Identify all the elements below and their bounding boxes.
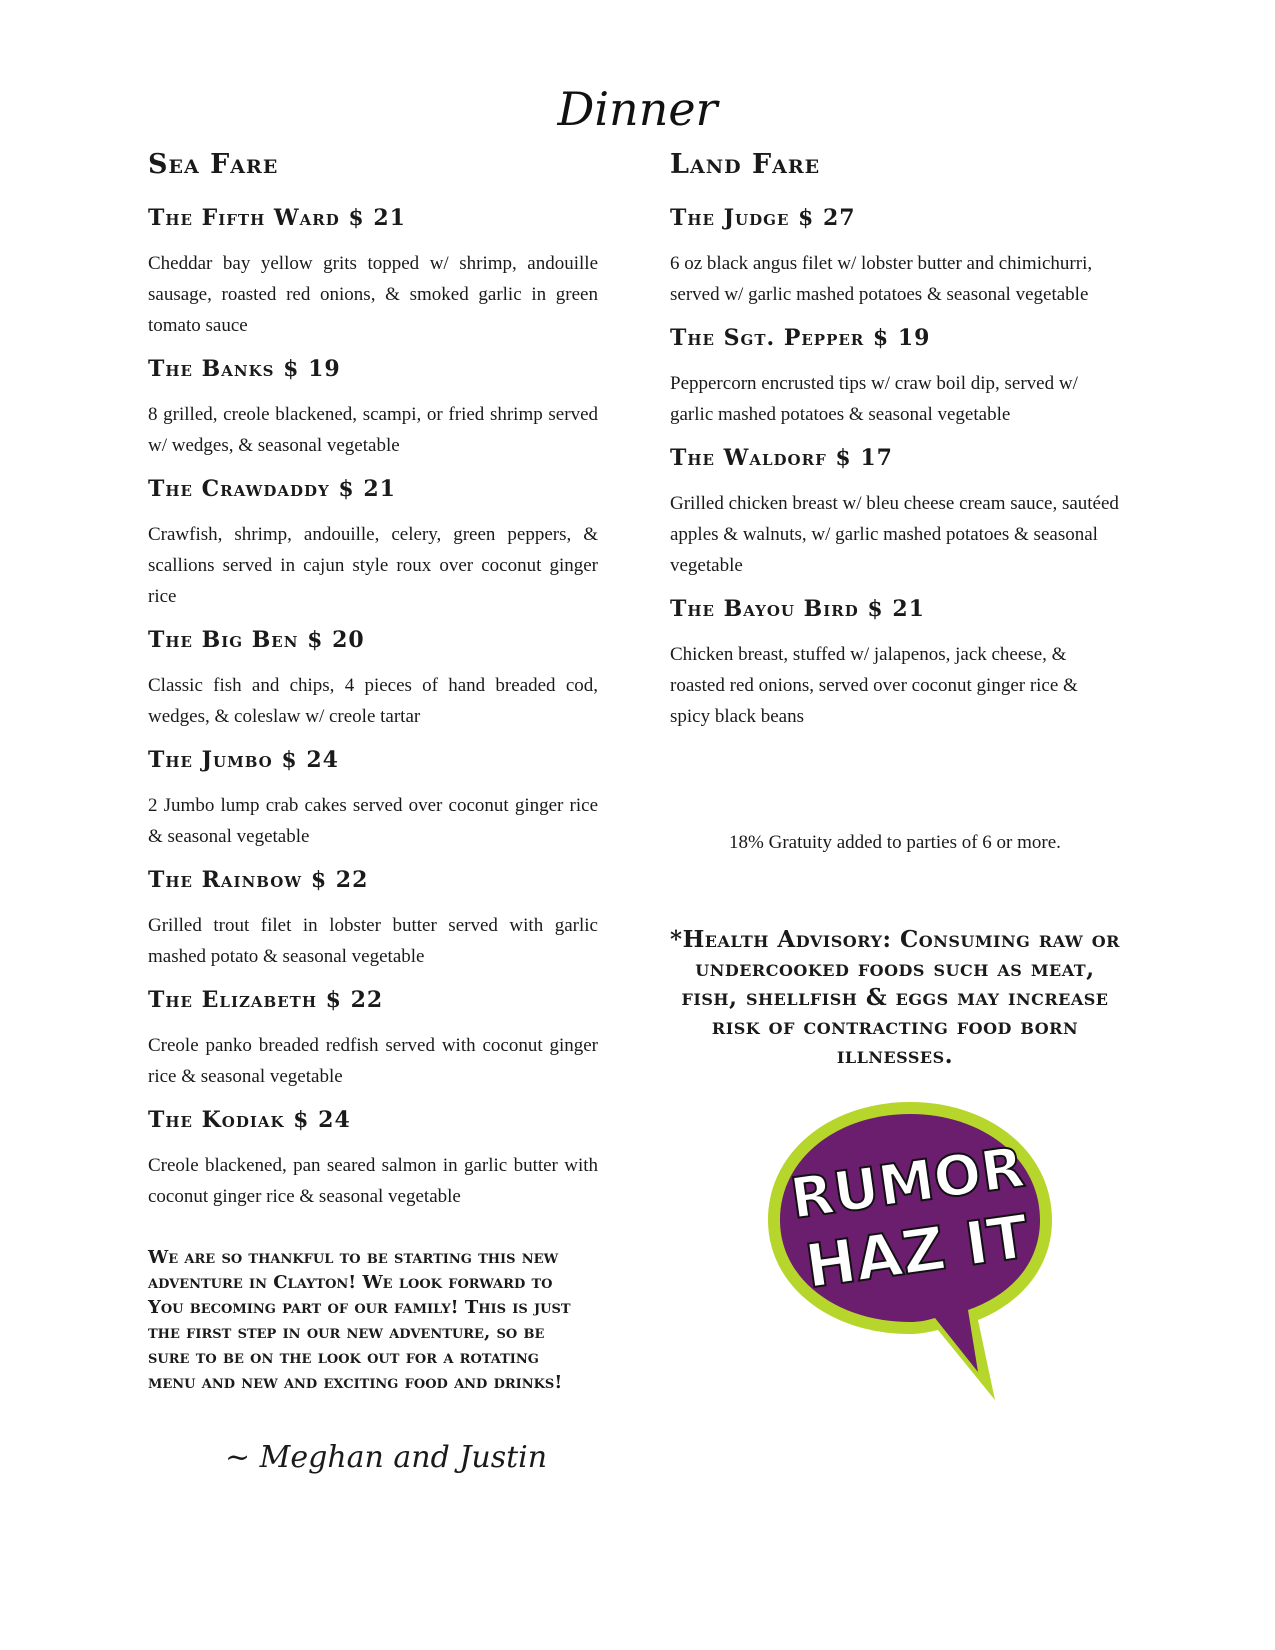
land-fare-section — [670, 148, 1120, 744]
menu-item-description: Grilled trout filet in lobster butter served with garlic mashed potato & seasonal vegetable — [148, 915, 598, 967]
menu-item-description: Creole blackened, pan seared salmon in garlic butter with coconut ginger rice & seasonal vegetable — [148, 1155, 598, 1207]
menu-item — [670, 442, 1120, 581]
menu-item-name: The Judge $ 27 — [670, 205, 856, 231]
logo-text-haz-it: HAZ IT — [801, 1201, 1034, 1303]
menu-item-name: The Rainbow $ 22 — [148, 867, 369, 893]
menu-item — [148, 864, 598, 972]
closing-note: We are so thankful to be starting this new adventure in Clayton! We look forward to You becoming part of our family! This is just the first step in our new adventure, so be sure to be on the look out for a rotating menu and new and exciting food and drinks! — [148, 1247, 571, 1393]
menu-item — [148, 202, 598, 341]
menu-item-name: The Elizabeth $ 22 — [148, 987, 384, 1013]
menu-item — [670, 202, 1120, 310]
menu-item-description: Cheddar bay yellow grits topped w/ shrimp, andouille sausage, roasted red onions, & smoked garlic in green tomato sauce — [148, 253, 598, 336]
section-heading: Land Fare — [670, 149, 821, 180]
menu-item-description: 6 oz black angus filet w/ lobster butter and chimichurri, served w/ garlic mashed potatoes & seasonal vegetable — [670, 253, 1093, 305]
menu-item-description: Grilled chicken breast w/ bleu cheese cream sauce, sautéed apples & walnuts, w/ garlic mashed potatoes & seasonal vegetable — [670, 493, 1119, 576]
menu-item — [670, 322, 1120, 430]
menu-item-name: The Crawdaddy $ 21 — [148, 476, 396, 502]
menu-item-name: The Kodiak $ 24 — [148, 1107, 351, 1133]
menu-item — [148, 473, 598, 612]
signature: ~ Meghan and Justin — [225, 1440, 548, 1475]
menu-item — [148, 984, 598, 1092]
menu-item-description: 2 Jumbo lump crab cakes served over coconut ginger rice & seasonal vegetable — [148, 795, 598, 847]
menu-item-description: Crawfish, shrimp, andouille, celery, green peppers, & scallions served in cajun style roux over coconut ginger rice — [148, 524, 598, 607]
health-advisory: *Health Advisory: Consuming raw or undercooked foods such as meat, fish, shellfish & eggs may increase risk of contracting food born illnesses. — [670, 926, 1120, 1069]
menu-item-name: The Waldorf $ 17 — [670, 445, 893, 471]
menu-item-description: 8 grilled, creole blackened, scampi, or fried shrimp served w/ wedges, & seasonal vegetable — [148, 404, 598, 456]
menu-item — [148, 1104, 598, 1212]
logo-text-rumor: RUMOR — [786, 1135, 1029, 1233]
menu-item-name: The Sgt. Pepper $ 19 — [670, 325, 931, 351]
menu-item-description: Chicken breast, stuffed w/ jalapenos, jack cheese, & roasted red onions, served over coconut ginger rice & spicy black beans — [670, 644, 1078, 727]
section-heading: Sea Fare — [148, 149, 279, 180]
menu-item — [148, 353, 598, 461]
sea-fare-section — [148, 148, 598, 1224]
menu-item — [148, 744, 598, 852]
menu-item — [670, 593, 1120, 732]
menu-item-name: The Banks $ 19 — [148, 356, 341, 382]
menu-item — [148, 624, 598, 732]
menu-item-name: The Big Ben $ 20 — [148, 627, 365, 653]
menu-item-name: The Fifth Ward $ 21 — [148, 205, 406, 231]
menu-item-description: Peppercorn encrusted tips w/ craw boil dip, served w/ garlic mashed potatoes & seasonal vegetable — [670, 373, 1078, 425]
gratuity-note: 18% Gratuity added to parties of 6 or more. — [729, 832, 1061, 853]
menu-item-name: The Bayou Bird $ 21 — [670, 596, 925, 622]
rumor-haz-it-logo — [760, 1090, 1060, 1420]
menu-item-description: Creole panko breaded redfish served with coconut ginger rice & seasonal vegetable — [148, 1035, 598, 1087]
menu-item-name: The Jumbo $ 24 — [148, 747, 339, 773]
page-title: Dinner — [557, 82, 718, 136]
menu-item-description: Classic fish and chips, 4 pieces of hand breaded cod, wedges, & coleslaw w/ creole tartar — [148, 675, 598, 727]
